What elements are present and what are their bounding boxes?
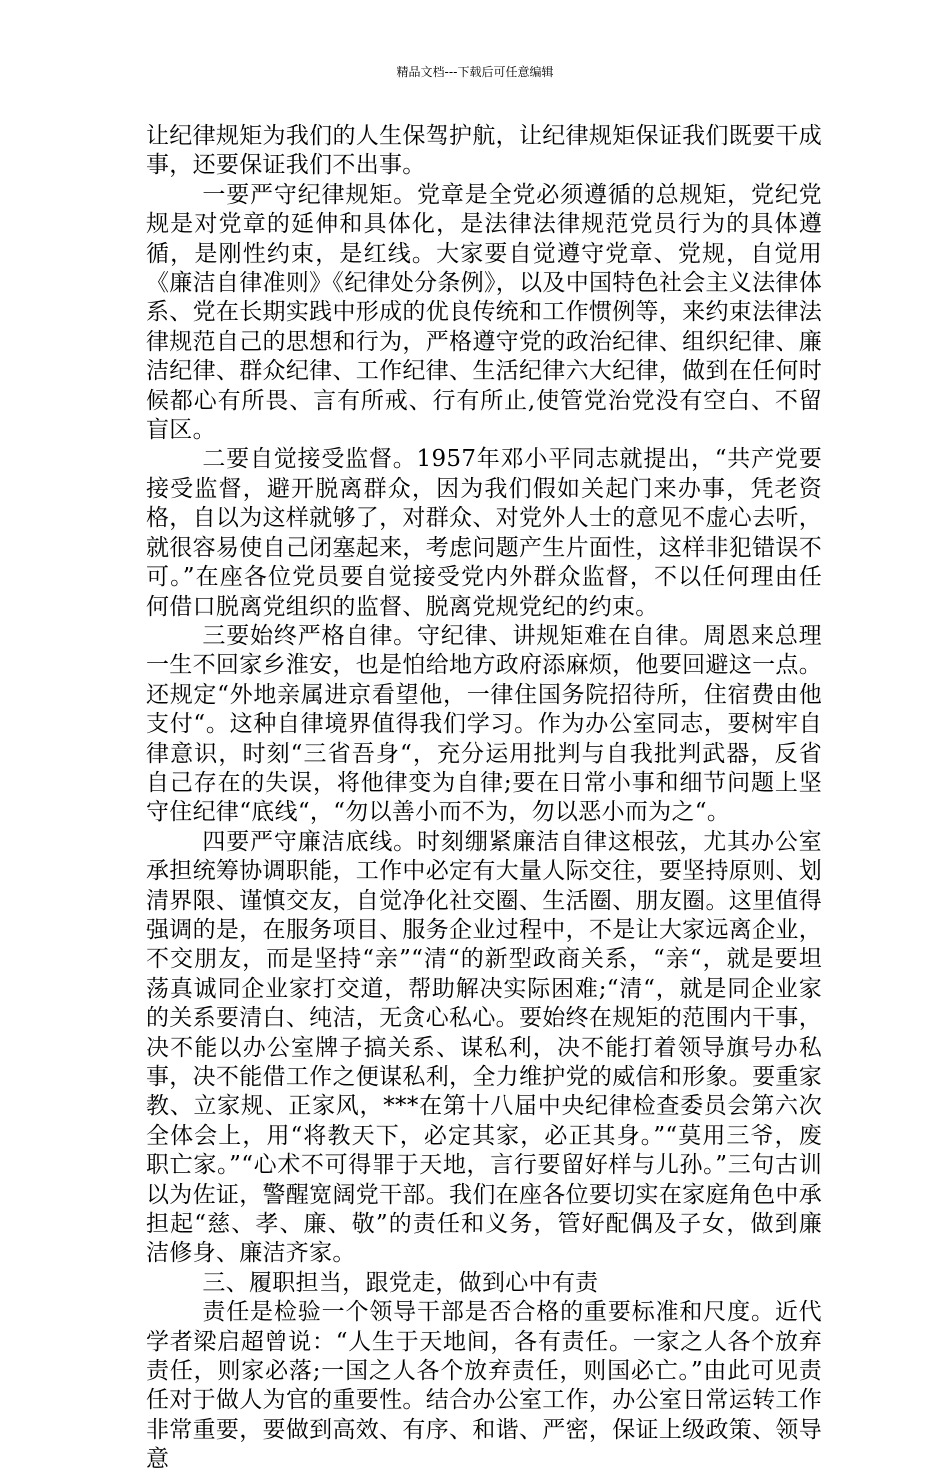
document-body [146,122,822,1475]
section-heading: 三、履职担当，跟党走，做到心中有责 [202,1269,599,1296]
paragraph-self-discipline: 三要始终严格自律。守纪律、讲规矩难在自律。周恩来总理一生不回家乡淮安，也是怕给地方政府添麻烦，他要回避这一点。还规定“外地亲属进京看望他，一律住国务院招待所，住宿费由他支付“。这种自律境界值得我们学习。作为办公室同志，要树牢自律意识，时刻“三省吾身“，充分运用批判与自我批判武器，反省自己存在的失误，将他律变为自律;要在日常小事和细节问题上坚守住纪律“底线“，“勿以善小而不为，勿以恶小而为之“。 [146,622,822,826]
paragraph-discipline: 一要严守纪律规矩。党章是全党必须遵循的总规矩，党纪党规是对党章的延伸和具体化，是法律法律规范党员行为的具体遵循，是刚性约束，是红线。大家要自觉遵守党章、党规，自觉用《廉洁自律准则》《纪律处分条例》，以及中国特色社会主义法律体系、党在长期实践中形成的优良传统和工作惯例等，来约束法律法律规范自己的思想和行为，严格遵守党的政治纪律、组织纪律、廉洁纪律、群众纪律、工作纪律、生活纪律六大纪律，做到在任何时候都心有所畏、言有所戒、行有所止,使管党治党没有空白、不留盲区。 [146,181,822,444]
paragraph-responsibility: 责任是检验一个领导干部是否合格的重要标准和尺度。近代学者梁启超曾说：“人生于天地间，各有责任。一家之人各个放弃责任，则家必落;一国之人各个放弃责任，则国必亡。”由此可见责任对于做人为官的重要性。结合办公室工作，办公室日常运转工作非常重要，要做到高效、有序、和谐、严密，保证上级政策、领导意 [146,1299,822,1473]
paragraph-integrity: 四要严守廉洁底线。时刻绷紧廉洁自律这根弦，尤其办公室承担统筹协调职能，工作中必定有大量人际交往，要坚持原则、划清界限、谨慎交友，自觉净化社交圈、生活圈、朋友圈。这里值得强调的是，在服务项目、服务企业过程中，不是让大家远离企业，不交朋友，而是坚持“亲”“清“的新型政商关系，“亲“，就是要坦荡真诚同企业家打交道，帮助解决实际困难;“清“，就是同企业家的关系要清白、纯洁，无贪心私心。要始终在规矩的范围内干事，决不能以办公室牌子搞关系、谋私利，决不能打着领导旗号办私事，决不能借工作之便谋私利，全力维护党的威信和形象。要重家教、立家规、正家风，***在第十八届中央纪律检查委员会第六次全体会上，用“将教天下，必定其家，必正其身。”“莫用三爷，废职亡家。”“心术不可得罪于天地，言行要留好样与儿孙。”三句古训以为佐证，警醒宽阔党干部。我们在座各位要切实在家庭角色中承担起“慈、孝、廉、敬”的责任和义务，管好配偶及子女，做到廉洁修身、廉洁齐家。 [146,828,822,1267]
paragraph-intro: 让纪律规矩为我们的人生保驾护航，让纪律规矩保证我们既要干成事，还要保证我们不出事。 [146,123,822,179]
page-header: 精品文档---下载后可任意编辑 [396,65,554,79]
paragraph-supervision: 二要自觉接受监督。1957年邓小平同志就提出，“共产党要接受监督，避开脱离群众，因为我们假如关起门来办事，凭老资格，自以为这样就够了，对群众、对党外人士的意见不虚心去听，就很容易使自己闭塞起来，考虑问题产生片面性，这样非犯错误不可。”在座各位党员要自觉接受党内外群众监督，不以任何理由任何借口脱离党组织的监督、脱离党规党纪的约束。 [146,446,822,620]
